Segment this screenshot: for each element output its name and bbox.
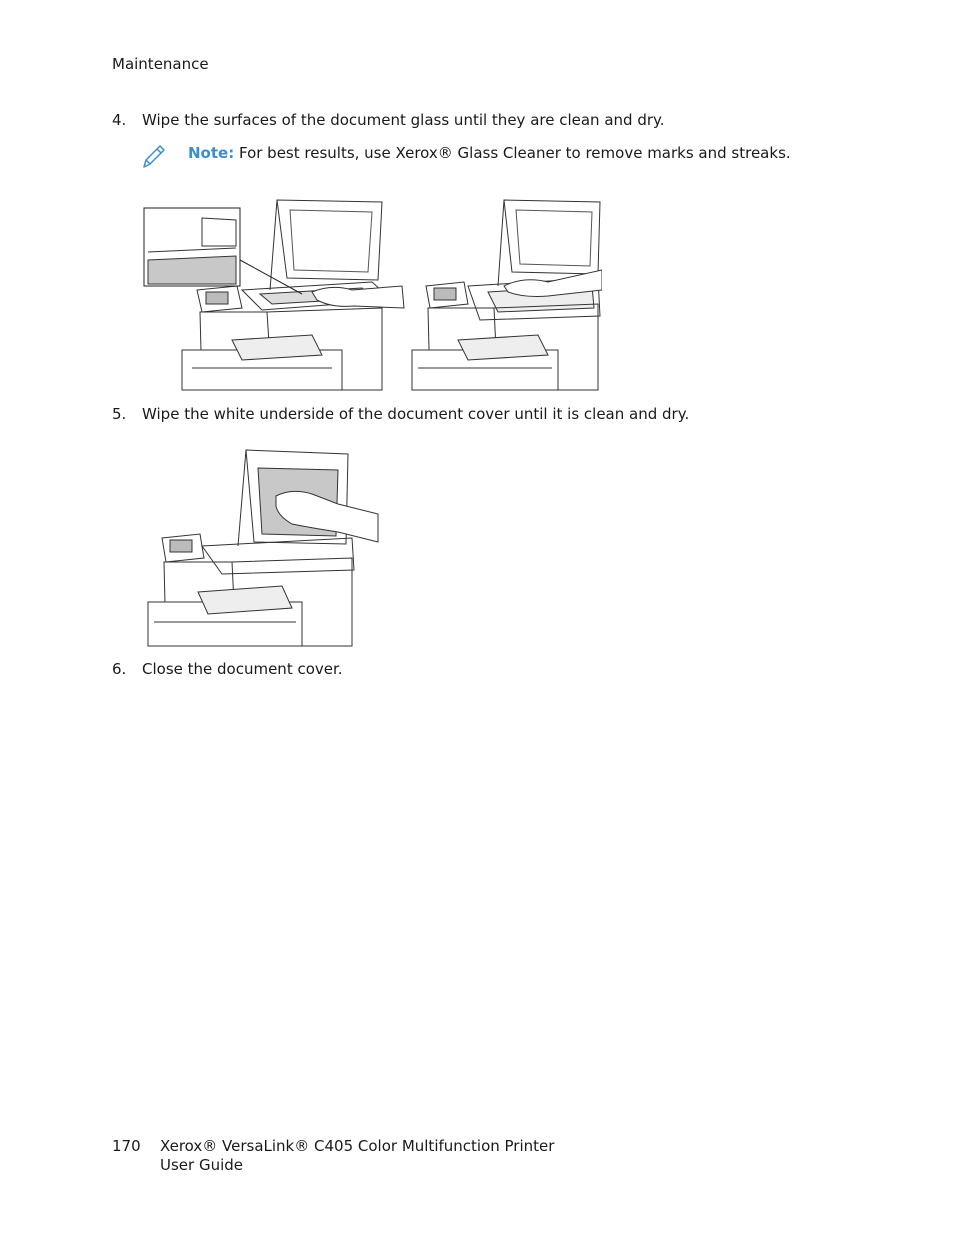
illustration-wipe-glass-inset: [142, 190, 412, 392]
note-text: For best results, use Xerox® Glass Cleaner to remove marks and streaks.: [234, 144, 791, 162]
step-6-number: 6.: [112, 660, 127, 678]
illustration-wipe-glass: [408, 190, 602, 392]
footer-title: [160, 1137, 554, 1175]
footer-line-2: User Guide: [160, 1156, 244, 1174]
pencil-icon: [140, 142, 168, 170]
step-5-number: 5.: [112, 405, 127, 423]
page-number: 170: [112, 1137, 141, 1155]
step-5-text: Wipe the white underside of the document cover until it is clean and dry.: [142, 405, 690, 423]
illustration-wipe-cover: [142, 446, 380, 648]
footer-line-1: Xerox® VersaLink® C405 Color Multifunction Printer: [160, 1137, 555, 1155]
step-4-text: Wipe the surfaces of the document glass until they are clean and dry.: [142, 111, 665, 129]
section-title: Maintenance: [112, 55, 209, 73]
step-6-text: Close the document cover.: [142, 660, 343, 678]
step-4-number: 4.: [112, 111, 127, 129]
note-label: Note:: [188, 144, 235, 162]
note: [188, 143, 791, 163]
